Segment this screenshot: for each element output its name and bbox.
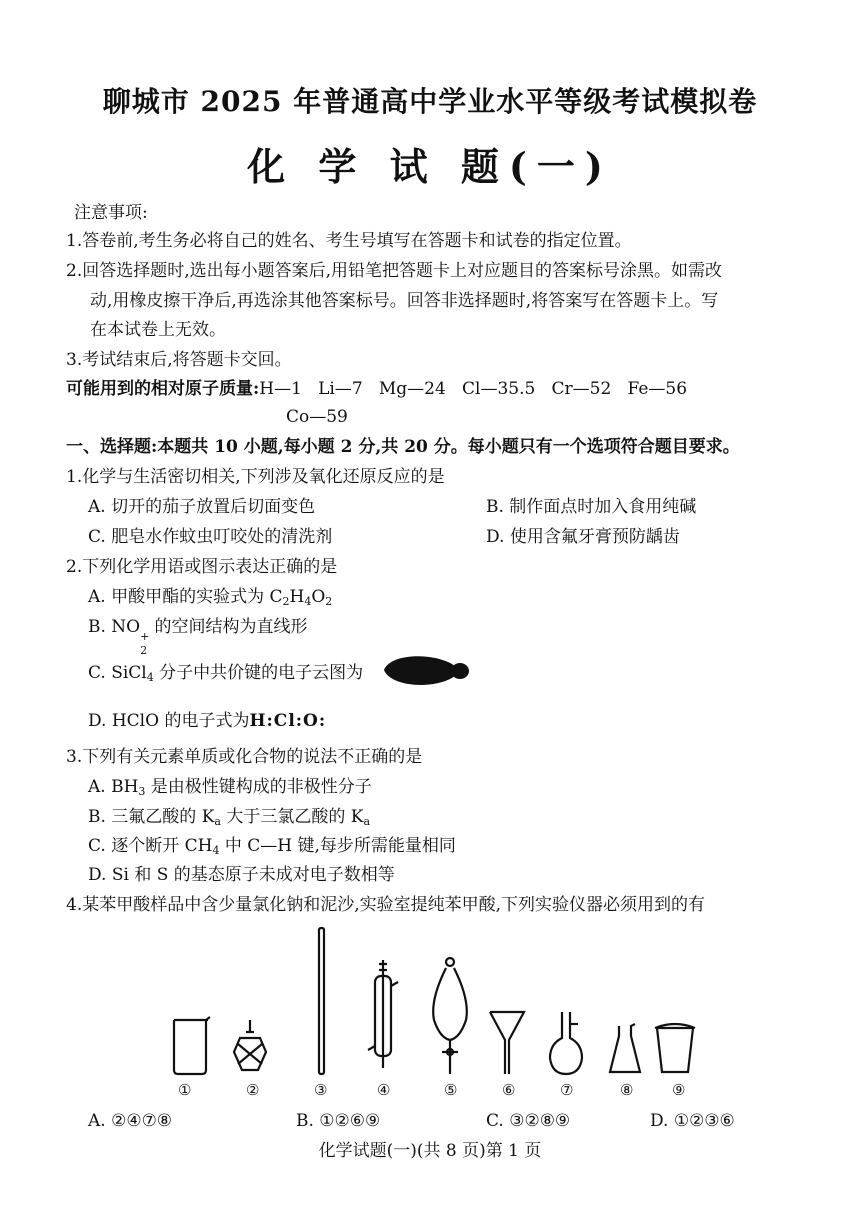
notice-item-2-cont: 动,用橡皮擦干净后,再选涂其他答案标号。回答非选择题时,将答案写在答题卡上。写 [90, 291, 719, 311]
conical-flask-icon [610, 1024, 640, 1072]
condenser-icon [368, 960, 398, 1068]
q3-option-a: A. $BH_3$ 是由极性键构成的非极性分子 [88, 777, 372, 798]
beaker-icon [174, 1017, 210, 1074]
q4-option-c: C. ③②⑧⑨ [486, 1111, 571, 1131]
apparatus-label: ⑤ [444, 1081, 458, 1099]
q1-stem: 1.化学与生活密切相关,下列涉及氧化还原反应的是 [66, 467, 445, 487]
electron-cloud-icon [380, 650, 472, 692]
crucible-icon [655, 1024, 695, 1072]
apparatus-label: ⑨ [672, 1081, 686, 1099]
notice-item-3: 3.考试结束后,将答题卡交回。 [66, 350, 292, 370]
q1-option-b: B. 制作面点时加入食用纯碱 [486, 497, 697, 517]
apparatus-label: ④ [377, 1081, 391, 1099]
q4-option-d: D. ①②③⑥ [650, 1111, 735, 1131]
atomic-mass-values: H—1 Li—7 Mg—24 Cl—35.5 Cr—52 Fe—56 [259, 379, 688, 399]
q1-option-d: D. 使用含氟牙膏预防龋齿 [486, 527, 680, 547]
apparatus-label: ⑧ [620, 1081, 634, 1099]
apparatus-figure [160, 920, 700, 1080]
q3-stem: 3.下列有关元素单质或化合物的说法不正确的是 [66, 747, 423, 767]
q1-option-a: A. 切开的茄子放置后切面变色 [88, 497, 316, 517]
q2-option-d: D. HClO 的电子式为H:Cl:O: [88, 711, 327, 731]
apparatus-label: ⑦ [560, 1081, 574, 1099]
section-heading: 一、选择题:本题共 10 小题,每小题 2 分,共 20 分。每小题只有一个选项符合题目要求。 [66, 437, 740, 457]
notice-item-2: 2.回答选择题时,选出每小题答案后,用铅笔把答题卡上对应题目的答案标号涂黑。如需改 [66, 261, 723, 281]
notice-heading: 注意事项: [74, 203, 148, 223]
apparatus-label: ② [246, 1081, 260, 1099]
subject-title: 化 学 试 题(一) [247, 144, 613, 189]
q3-option-b: B. 三氟乙酸的 $K_a$ 大于三氯乙酸的 $K_a$ [88, 807, 371, 828]
notice-item-2-cont2: 在本试卷上无效。 [90, 320, 226, 340]
exam-title: 聊城市 2025 年普通高中学业水平等级考试模拟卷 [102, 85, 758, 118]
page-footer: 化学试题(一)(共 8 页)第 1 页 [318, 1141, 542, 1161]
electron-formula: H:Cl:O: [249, 711, 327, 731]
notice-item-1: 1.答卷前,考生务必将自己的姓名、考生号填写在答题卡和试卷的指定位置。 [66, 231, 632, 251]
q2-stem: 2.下列化学用语或图示表达正确的是 [66, 557, 338, 577]
glass-rod-icon [319, 928, 324, 1074]
q2-option-b: B. NO + 2 的空间结构为直线形 [88, 617, 308, 657]
q1-option-c: C. 肥皂水作蚊虫叮咬处的清洗剂 [88, 527, 333, 547]
separatory-funnel-icon [433, 958, 467, 1074]
q4-stem: 4.某苯甲酸样品中含少量氯化钠和泥沙,实验室提纯苯甲酸,下列实验仪器必须用到的有 [66, 895, 706, 915]
q4-option-b: B. ①②⑥⑨ [296, 1111, 381, 1131]
atomic-mass-label: 可能用到的相对原子质量: [66, 379, 260, 399]
atomic-mass-values-2: Co—59 [286, 407, 348, 427]
q3-option-d: D. Si 和 S 的基态原子未成对电子数相等 [88, 865, 395, 885]
alcohol-lamp-icon [234, 1020, 266, 1070]
flask-icon [550, 1012, 582, 1074]
q3-option-c: C. 逐个断开 $CH_4$ 中 C—H 键,每步所需能量相同 [88, 836, 456, 857]
apparatus-label: ① [178, 1081, 192, 1099]
q2-option-a: A. 甲酸甲酯的实验式为 $C_2H_4O_2$ [88, 587, 333, 608]
q4-option-a: A. ②④⑦⑧ [88, 1111, 173, 1131]
funnel-icon [490, 1012, 524, 1074]
q2-option-c: C. SiCl$_4$ 分子中共价键的电子云图为 [88, 663, 364, 684]
apparatus-label: ⑥ [502, 1081, 516, 1099]
apparatus-label: ③ [314, 1081, 328, 1099]
